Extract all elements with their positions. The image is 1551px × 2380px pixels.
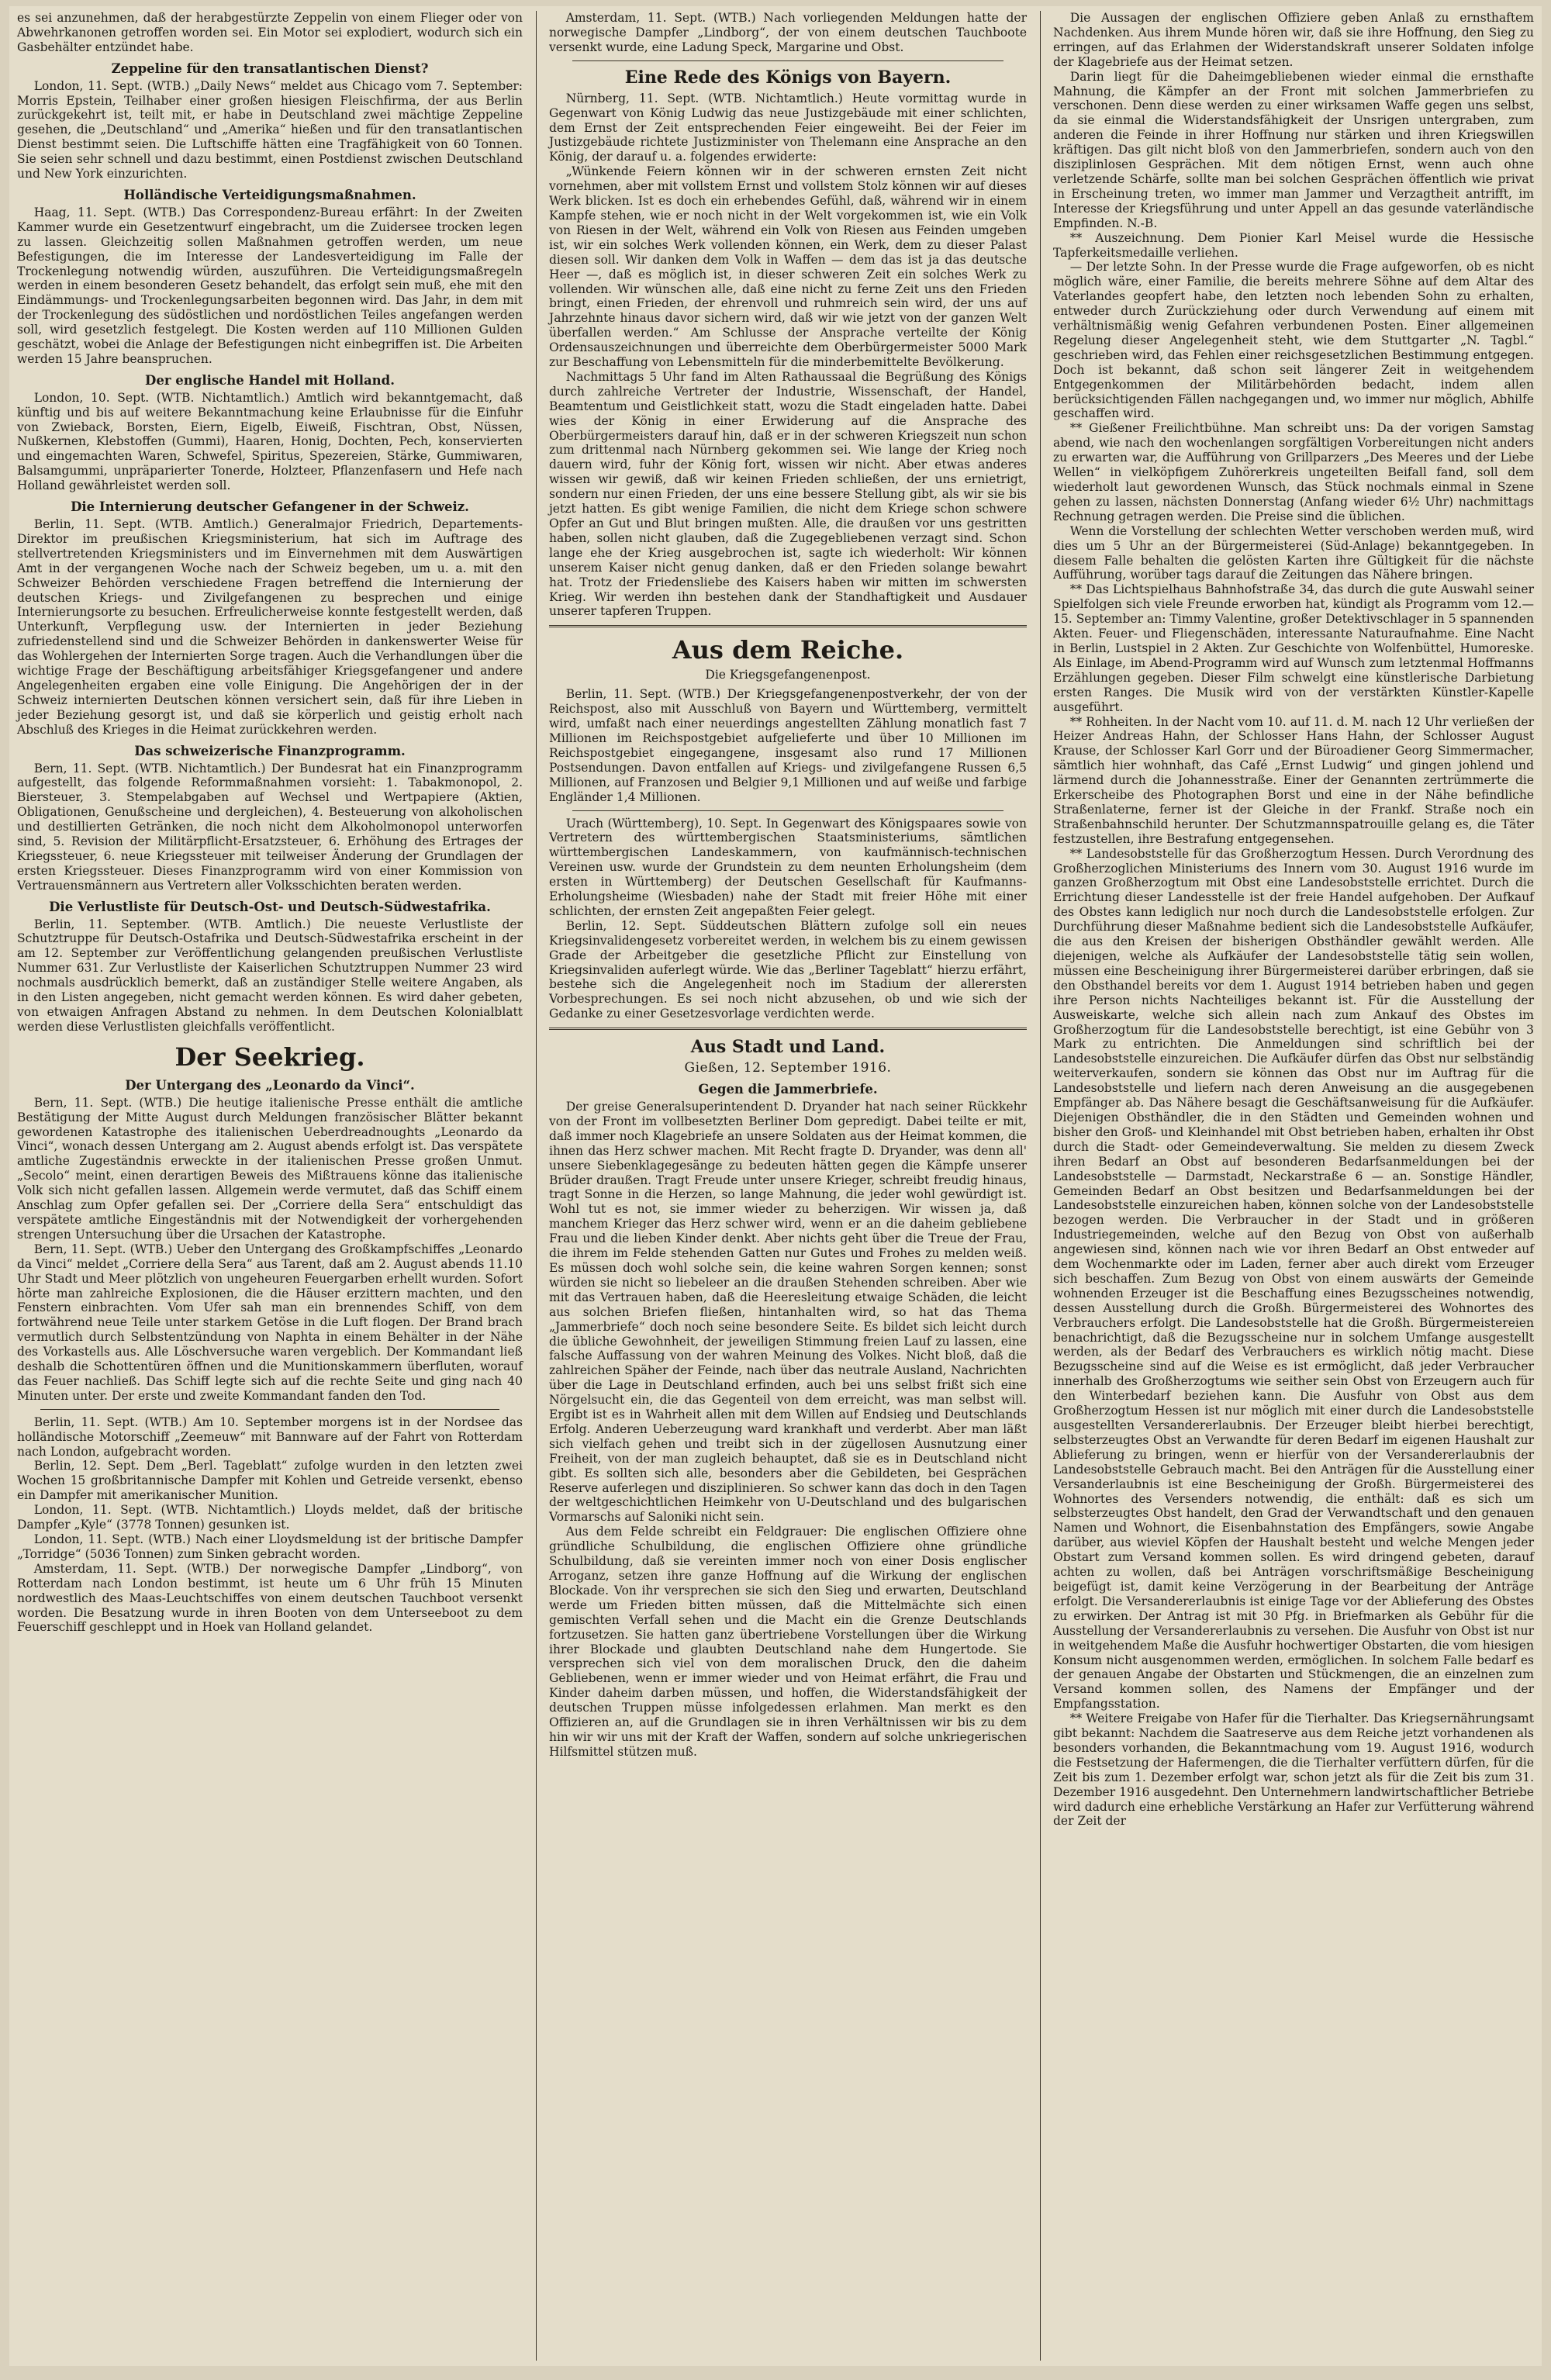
article-paragraph: Berlin, 11. Sept. (WTB.) Der Kriegsgefangenenpostverkehr, der von der Reichspost, also mit Ausschluß von Bayern und Württemberg, vermittelt wird, umfaßt nach einer neuerdings angestellten Zählung monatlich fast 7 Millionen im Reichspostgebiet aufgelieferte und über 10 Millionen im Reichspostgebiet eingegangene, insgesamt also rund 17 Millionen Postsendungen. Davon entfallen auf Kriegs- und zivilgefangene Russen 6,5 Millionen, auf Franzosen und Belgier 9,1 Millionen und auf weiße und farbige Engländer 1,4 Millionen. xyxy=(549,687,1027,804)
article-paragraph: Amsterdam, 11. Sept. (WTB.) Nach vorliegenden Meldungen hatte der norwegische Dampfer „Lindborg“, der von einem deutschen Tauchboote versenkt wurde, eine Ladung Speck, Margarine und Obst. xyxy=(549,11,1027,54)
article-heading: Holländische Verteidigungsmaßnahmen. xyxy=(123,187,416,202)
article-heading: Gegen die Jammerbriefe. xyxy=(698,1082,878,1097)
article-heading: Der Untergang des „Leonardo da Vinci“. xyxy=(125,1077,415,1093)
article-paragraph: Berlin, 12. Sept. Süddeutschen Blättern zufolge soll ein neues Kriegsinvalidengesetz vorbereitet werden, in welchem bis zu einem gewissen Grade der Arbeitgeber die gesetzliche Pflicht zur Einstellung von Kriegsinvaliden auferlegt würde. Wie das „Berliner Tageblatt“ hierzu erfährt, bestehe sich die Angelegenheit noch im Stadium der allerersten Vorbesprechungen. Es sei noch nicht abzusehen, ob und wie sich der Gedanke zu einer Gesetzesvorlage verdichten werde. xyxy=(549,918,1027,1021)
article-paragraph: London, 11. Sept. (WTB.) „Daily News“ meldet aus Chicago vom 7. September: Morris Epstein, Teilhaber einer großen hiesigen Fleischfirma, der aus Berlin zurückgekehrt ist, teilt mit, er habe in Deutschland zwei mächtige Zeppeline gesehen, die „Deutschland“ und „Amerika“ hießen und für den transatlantischen Dienst bestimmt seien. Die Luftschiffe hätten eine Tragfähigkeit von 60 Tonnen. Sie seien sehr schnell und dazu bestimmt, einen Postdienst zwischen Deutschland und New York einzurichten. xyxy=(17,78,523,181)
article-paragraph: Bern, 11. Sept. (WTB.) Ueber den Untergang des Großkampfschiffes „Leonardo da Vinci“ meldet „Corriere della Sera“ aus Tarent, daß am 2. August abends 11.10 Uhr Stadt und Meer plötzlich von ungeheuren Feuergarben erhellt wurden. Sofort hörte man zahlreiche Explosionen, die die Häuser erzittern machten, und den Fenstern einbrachten. Vom Ufer sah man ein brennendes Schiff, von dem fortwährend neue Teile unter starkem Getöse in die Luft flogen. Der Brand brach vermutlich durch Selbstentzündung von Naphta in einem Behälter in der Nähe des Vorkastells aus. Alle Löschversuche waren vergeblich. Der Kommandant ließ deshalb die Schottentüren öffnen und die Munitionskammern überfluten, worauf das Feuer nachließ. Das Schiff legte sich auf die rechte Seite und ging nach 40 Minuten unter. Der erste und zweite Kommandant fanden den Tod. xyxy=(17,1242,523,1403)
article-paragraph: London, 10. Sept. (WTB. Nichtamtlich.) Amtlich wird bekanntgemacht, daß künftig und bis auf weitere Bekanntmachung keine Erlaubnisse für die Einfuhr von Zwieback, Borsten, Eiern, Eigelb, Eiweiß, Fischtran, Obst, Nüssen, Nußkernen, Klebstoffen (Gummi), Haaren, Honig, Dochten, Pech, konservierten und eingemachten Waren, Schwefel, Spiritus, Spezereien, Stärke, Gummiwaren, Balsamgummi, unpräparierter Tonerde, Holzteer, Pflanzenfasern und Hefe nach Holland gewährleistet werden soll. xyxy=(17,390,523,493)
article-paragraph: Urach (Württemberg), 10. Sept. In Gegenwart des Königspaares sowie von Vertretern des württembergischen Staatsministeriums, sämtlichen württembergischen Landeskammern, von kaufmännisch-technischen Vereinen usw. wurde der Grundstein zu dem neunten Erholungsheim (dem ersten in Württemberg) der Deutschen Gesellschaft für Kaufmanns-Erholungsheime (Wiesbaden) nahe der Stadt mit freier Höhe mit einer schlichten, der ernsten Zeit angepaßten Feier gelegt. xyxy=(549,816,1027,918)
article-paragraph: Berlin, 11. September. (WTB. Amtlich.) Die neueste Verlustliste der Schutztruppe für Deutsch-Ostafrika und Deutsch-Südwestafrika erscheint in der am 12. September zur Veröffentlichung gelangenden preußischen Verlustliste Nummer 631. Zur Verlustliste der Kaiserlichen Schutztruppen Nummer 23 wird nochmals ausdrücklich bemerkt, daß an zuständiger Stelle weitere Angaben, als in den Listen angegeben, nicht gemacht werden können. Es wird daher gebeten, von etwaigen Anfragen Abstand zu nehmen. In dem Deutschen Kolonialblatt werden diese Verlustlisten gleichfalls veröffentlicht. xyxy=(17,917,523,1034)
article-paragraph: Wenn die Vorstellung der schlechten Wetter verschoben werden muß, wird dies um 5 Uhr an der Bürgermeisterei (Süd-Anlage) bekanntgegeben. In diesem Falle behalten die gelösten Karten ihre Gültigkeit für die nächste Aufführung, worüber tags darauf die Zeitungen das Nähere bringen. xyxy=(1053,523,1534,582)
article-paragraph: ** Das Lichtspielhaus Bahnhofstraße 34, das durch die gute Auswahl seiner Spielfolgen sich viele Freunde erworben hat, kündigt als Programm vom 12.—15. September an: Timmy Valentine, großer Detektivschlager in 5 spannenden Akten. Feuer- und Fliegenschäden, interessante Naturaufnahme. Eine Nacht in Berlin, Lustspiel in 2 Akten. Zur Geschichte von Wolfenbüttel, Humoreske. Als Einlage, im Abend-Programm wird auf Wunsch zum letztenmal Hoffmanns Erzählungen gegeben. Dieser Film schwelgt eine künstlerische Darbietung ersten Ranges. Die Musik wird von der verstärkten Künstler-Kapelle ausgeführt. xyxy=(1053,582,1534,714)
article-heading: Eine Rede des Königs von Bayern. xyxy=(624,67,952,88)
article-paragraph: Nachmittags 5 Uhr fand im Alten Rathaussaal die Begrüßung des Königs durch zahlreiche Vertreter der Industrie, Wissenschaft, der Handel, Beamtentum und Geistlichkeit statt, wozu die Stadt eingeladen hatte. Dabei wies der König in einer Erwiderung auf die Ansprache des Oberbürgermeisters darauf hin, daß er in der schweren Kriegszeit nun schon zum drittenmal nach Nürnberg gekommen sei. Wie lange der Krieg noch dauern wird, fuhr der König fort, wissen wir nicht. Aber etwas anderes wissen wir gewiß, daß wir keinen Frieden schließen, der uns ernietrigt, sondern nur einen Frieden, der uns eine bessere Stellung gibt, als wir sie bis jetzt hatten. Es gibt wenige Familien, die nicht dem Kriege schon schwere Opfer an Gut und Blut bringen mußten. Alle, die draußen vor uns gestritten haben, sollen nicht glauben, daß die Zugegebliebenen verzagt sind. Schon lange ehe der Krieg ausgebrochen ist, sagte ich wiederholt: Wir können unserem Kaiser nicht genug danken, daß er den Frieden solange bewahrt hat. Trotz der Friedensliebe des Kaisers haben wir mitten im schwersten Krieg. Wir werden ihn bestehen dank der Standhaftigkeit und Ausdauer unserer tapferen Truppen. xyxy=(549,369,1027,619)
article-paragraph: Berlin, 11. Sept. (WTB. Amtlich.) Generalmajor Friedrich, Departements-Direktor im preußischen Kriegsministerium, hat sich im Auftrage des stellvertretenden Kriegsministers und im Einvernehmen mit dem Auswärtigen Amt in der vergangenen Woche nach der Schweiz begeben, um u. a. mit den Schweizer Behörden verschiedene Fragen betreffend die Internierung der deutschen Kriegs- und Zivilgefangenen zu besprechen und einige Internierungsorte zu besuchen. Erfreulicherweise konnte festgestellt werden, daß Unterkunft, Verpflegung usw. der Internierten in jeder Beziehung zufriedenstellend sind und die Schweizer Behörden in dankenswerter Weise für das Wohlergehen der Internierten Sorge tragen. Auch die Verhandlungen über die wichtige Frage der Beschäftigung arbeitsfähiger Kriegsgefangener und andere Angelegenheiten ergaben eine volle Einigung. Die Angehörigen der in der Schweiz internierten Deutschen können versichert sein, daß für ihre Lieben in jeder Beziehung gesorgt ist, und daß sie körperlich und geistig erholt nach Abschluß des Krieges in die Heimat zurückkehren werden. xyxy=(17,517,523,737)
separator-line xyxy=(40,1409,499,1410)
article-paragraph: London, 11. Sept. (WTB.) Nach einer Lloydsmeldung ist der britische Dampfer „Torridge“ (5036 Tonnen) zum Sinken gebracht worden. xyxy=(17,1532,523,1561)
article-paragraph: Darin liegt für die Daheimgebliebenen wieder einmal die ernsthafte Mahnung, die Kämpfer an der Front mit solchen Jammerbriefen zu verschonen. Denn diese werden zu einer wirksamen Waffe gegen uns selbst, da sie einmal die Widerstandsfähigkeit der Unsrigen untergraben, zum anderen die Feinde in ihrer Hoffnung nur stärken und ihren Kriegswillen kräftigen. Das gilt nicht bloß von den Jammerbriefen, sondern auch von den disziplinlosen Gesprächen. Mit dem nötigen Ernst, wenn auch ohne verletzende Schärfe, sollte man bei solchen Gesprächen öffentlich wie privat in Erscheinung treten, wo immer man Jammer und Verzagtheit antrifft, im Interesse der Kriegsführung und unter Appell an das gesunde vaterländische Empfinden. N.-B. xyxy=(1053,69,1534,230)
article-paragraph: Die Aussagen der englischen Offiziere geben Anlaß zu ernsthaftem Nachdenken. Aus ihrem Munde hören wir, daß sie ihre Hoffnung, den Sieg zu erringen, auf das Erlahmen der Widerstandskraft unserer Soldaten infolge der Klagebriefe aus der Heimat setzen. xyxy=(1053,11,1534,69)
article-paragraph: ** Rohheiten. In der Nacht vom 10. auf 11. d. M. nach 12 Uhr verließen der Heizer Andreas Hahn, der Schlosser Hans Hahn, der Schlosser August Krause, der Schlosser Karl Gorr und der Büroadiener Georg Simmermacher, sämtlich hier wohnhaft, das Café „Ernst Ludwig“ und gingen johlend und lärmend durch die Johannesstraße. Einer der Genannten zertrümmerte die Erkerscheibe des Photographen Borst und eine in der Nähe befindliche Straßenlaterne, ferner ist der Gleiche in der Frankf. Straße noch ein Straßenbahnschild herunter. Der Schutzmannspatrouille gelang es, die Täter festzustellen, ihre Bestrafung entgegensehen. xyxy=(1053,714,1534,846)
article-paragraph: Berlin, 12. Sept. Dem „Berl. Tageblatt“ zufolge wurden in den letzten zwei Wochen 15 großbritannische Dampfer mit Kohlen und Getreide versenkt, ebenso ein Dampfer mit amerikanischer Munition. xyxy=(17,1459,523,1503)
separator-line xyxy=(572,60,1003,61)
separator-line xyxy=(572,810,1003,811)
column-rule xyxy=(536,11,537,2361)
article-paragraph: ** Gießener Freilichtbühne. Man schreibt uns: Da der vorigen Samstag abend, wie nach den wochenlangen sorgfältigen Vorbereitungen nicht anders zu erwarten war, die Aufführung von Grillparzers „Des Meeres und der Liebe Wellen“ in vielköpfigem Zuhörerkreis ungeteilten Beifall fand, soll dem wiederholt laut gewordenen Wunsch, das Stück nochmals einmal in Szene gehen zu lassen, nächsten Donnerstag (Anfang wieder 6½ Uhr) nachmittags Rechnung getragen werden. Die Preise sind die üblichen. xyxy=(1053,421,1534,523)
column-right xyxy=(1045,11,1542,2361)
column-rule xyxy=(1040,11,1041,2361)
article-paragraph: Aus dem Felde schreibt ein Feldgrauer: Die englischen Offiziere ohne gründliche Schulbildung, die englischen Offiziere ohne gründliche Schulbildung, daß sie vereinten immer noch von einer Dosis englischer Arroganz, setzen ihre ganze Hoffnung auf die Wirkung der englischen Blockade. Von ihr versprechen sie sich den Sieg und erwarten, Deutschland werde um Frieden bitten müssen, daß die Mittelmächte sich einen gemischten Verfall sehen und die Macht ein die Grenze Deutschlands fortzusetzen. Sie hatten ganz übertriebene Vorstellungen über die Wirkung ihrer Blockade und glaubten Deutschland nahe dem Hungertode. Sie versprechen sich viel von dem moralischen Druck, den die daheim Gebliebenen, wenn er immer wieder und von Heimat erfährt, die Frau und Kinder daheim darben müssen, und hoffen, die Widerstandsfähigkeit der deutschen Truppen müsse infolgedessen erlahmen. Man merkt es den Offizieren an, auf die Grundlagen sie in ihren Verhältnissen wir bis zu dem hin wir wir uns mit der Kraft der Waffen, sondern auf solche unkriegerischen Hilfsmittel stützen muß. xyxy=(549,1525,1027,1759)
article-paragraph: London, 11. Sept. (WTB. Nichtamtlich.) Lloyds meldet, daß der britische Dampfer „Kyle“ (3778 Tonnen) gesunken ist. xyxy=(17,1503,523,1532)
column-middle xyxy=(541,11,1035,2361)
article-heading: Zeppeline für den transatlantischen Dienst? xyxy=(111,60,429,76)
article-paragraph: Bern, 11. Sept. (WTB.) Die heutige italienische Presse enthält die amtliche Bestätigung der Mitte August durch Meldungen französischer Blätter bekannt gewordenen Katastrophe des italienischen Ueberdreadnoughts „Leonardo da Vinci“, wonach dessen Untergang am 2. August abends erfolgt ist. Das verspätete amtliche Zugeständnis erweckte in der italienischen Presse großen Unmut. „Secolo“ meint, einen derartigen Beweis des Mißtrauens könne das italienische Volk sich nicht gefallen lassen. Allgemein werde vermutet, daß das Schiff einem Anschlag zum Opfer gefallen sei. Der „Corriere della Sera“ entschuldigt das verspätete amtliche Eingeständnis mit der Notwendigkeit der vorhergehenden strengen Untersuchung über die Ursachen der Katastrophe. xyxy=(17,1095,523,1242)
dateline: Gießen, 12. September 1916. xyxy=(684,1060,892,1076)
article-heading: Der englische Handel mit Holland. xyxy=(145,372,395,388)
section-heading-seekrieg: Der Seekrieg. xyxy=(174,1041,365,1072)
article-paragraph: „Wünkende Feiern können wir in der schweren ernsten Zeit nicht vornehmen, aber mit vollstem Ernst und vollstem Stolz können wir auf dieses Werk blicken. Ist es doch ein erhebendes Gefühl, daß, während wir in einem Kampfe stehen, wie er noch nicht in der Welt vorgekommen ist, wie ein Volk von Riesen in der Welt, während ein Volk von Riesen aus Feinden umgeben ist, wir ein solches Werk vollenden können, ein Werk, dem zu dieser Palast diesen soll. Wir danken dem Volk in Waffen — dem das ist ja das deutsche Heer —, daß es möglich ist, in dieser schweren Zeit ein solches Werk zu vollenden. Wir wünschen alle, daß eine nicht zu ferne Zeit uns den Frieden bringt, einen Frieden, der ehrenvoll und ruhmreich sein wird, der uns auf Jahrzehnte hinaus davor sichern wird, daß wir wie jetzt von der ganzen Welt überfallen werden.“ Am Schlusse der Ansprache verteilte der König Ordensauszeichnungen und überreichte dem Oberbürgermeister 5000 Mark zur Beschaffung von Lebensmitteln für die minderbemittelte Bevölkerung. xyxy=(549,164,1027,370)
article-paragraph: es sei anzunehmen, daß der herabgestürzte Zeppelin von einem Flieger oder von Abwehrkanonen getroffen worden sei. Ein Motor sei explodiert, wodurch sich ein Gasbehälter entzündet habe. xyxy=(17,11,523,54)
article-paragraph: Amsterdam, 11. Sept. (WTB.) Der norwegische Dampfer „Lindborg“, von Rotterdam nach London bestimmt, ist heute um 6 Uhr früh 15 Minuten nordwestlich des Maas-Leuchtschiffes von einem deutschen Tauchboot versenkt worden. Die Besatzung wurde in ihren Booten von dem Unterseeboot zu dem Feuerschiff geschleppt und in Hoek van Holland gelandet. xyxy=(17,1561,523,1635)
article-heading: Das schweizerische Finanzprogramm. xyxy=(134,743,406,758)
article-heading: Die Verlustliste für Deutsch-Ost- und Deutsch-Südwestafrika. xyxy=(49,899,491,914)
article-paragraph: ** Weitere Freigabe von Hafer für die Tierhalter. Das Kriegsernährungsamt gibt bekannt: Nachdem die Saatreserve aus dem Reiche jetzt vorhandenen als besonders vorhanden, die Bekanntmachung vom 19. August 1916, wodurch die Festsetzung der Hafermengen, die die Tierhalter verfüttern dürfen, für die Zeit bis zum 1. Dezember erfolgt war, schon jetzt als für die Zeit bis zum 31. Dezember 1916 ausgedehnt. Den Unternehmern landwirtschaftlicher Betriebe wird dadurch eine erhebliche Verstärkung an Hafer zur Verfütterung während der Zeit der xyxy=(1053,1712,1534,1829)
article-paragraph: Der greise Generalsuperintendent D. Dryander hat nach seiner Rückkehr von der Front im vollbesetzten Berliner Dom gepredigt. Dabei teilte er mit, daß immer noch Klagebriefe an unsere Soldaten aus der Heimat kommen, die ihnen das Herz schwer machen. Mit Recht fragte D. Dryander, was denn all' unsere Siebenklagegesänge zu bedeuten hätten gegen die Kämpfe unserer Brüder draußen. Tragt Freude unter unsere Krieger, schreibt freudig hinaus, tragt Sonne in die Herzen, so lange Mahnung, die jeder wohl gewürdigt ist. Wohl tut es not, sie immer wieder zu beherzigen. Wir wissen ja, daß manchem Krieger das Herz schwer wird, wenn er an die daheim gebliebene Frau und die lieben Kinder denkt. Aber nichts geht über die Treue der Frau, die ihrem im Felde stehenden Gatten nur Gutes und Frohes zu melden weiß. Es müssen doch wohl solche sein, die keine wahren Sorgen kennen; sonst würden sie nicht so liebeleer an die draußen Stehenden schreiben. Aber wie mit das Vertrauen haben, daß die Heeresleitung etwaige Schäden, die leicht aus solchen Briefen fließen, hintanhalten wird, so hat das Thema „Jammerbriefe“ doch noch seine besondere Seite. Es bildet sich leicht durch die übliche Gewohnheit, der jeweiligen Stimmung freien Lauf zu lassen, eine falsche Auffassung von der wahren Meinung des Volkes. Nicht bloß, daß die zahlreichen Späher der Feinde, nach über das neutrale Ausland, Nachrichten über die Lage in Deutschland erfinden, auch bei uns selbst frißt sich eine Nörgelsucht ein, die das Gegenteil von dem erreicht, was man selbst will. Ergibt ist es in Wahrheit allen mit dem Willen auf Endsieg und Deutschlands Erfolg. Anderen Ueberzeugung ward krankhaft und verderbt. Aber man läßt sich vielfach gehen und treibt sich in der zügellosen Ausnutzung einer Freiheit, von der man zugleich behauptet, daß sie es in Deutschland nicht gibt. Es sollten sich alle, besonders aber die Gebildeten, bei Gesprächen Reserve auferlegen und disziplinieren. So schwer kann das doch in den Tagen der weltgeschichtlichen Heimkehr von U-Deutschland und des bulgarischen Vormarschs auf Saloniki nicht sein. xyxy=(549,1100,1027,1525)
article-paragraph: ** Landesobststelle für das Großherzogtum Hessen. Durch Verordnung des Großherzoglichen Ministeriums des Innern vom 30. August 1916 wurde im ganzen Großherzogtum mit Obst eine Landesobststelle errichtet. Durch die Errichtung dieser Landesstelle ist der freie Handel aufgehoben. Der Aufkauf des Obstes kann lediglich nur noch durch die Landesobststelle erfolgen. Zur Durchführung dieser Maßnahme bedient sich die Landesobststelle Aufkäufer, die aus den Kreisen der bisherigen Obsthändler gewählt werden. Alle diejenigen, welche als Aufkäufer der Landesobststelle tätig sein wollen, müssen eine Bescheinigung ihrer Bürgermeisterei darüber erbringen, daß sie den Obsthandel bereits vor dem 1. August 1914 betrieben haben und gegen ihre Person nichts Nachteiliges bekannt ist. Für die Ausstellung der Ausweiskarte, welche sich allein nach zum Ankauf des Obstes im Großherzogtum für die Landesobststelle berechtigt, ist eine Gebühr von 3 Mark zu entrichten. Die Anmeldungen sind schriftlich bei der Landesobststelle einzureichen. Die Aufkäufer dürfen das Obst nur selbständig weiterverkaufen, sondern sie können das Obst nur im Auftrag für die Landesobststelle und liefern nach deren Anweisung an die ausgegebenen Empfänger ab. Das Nähere besagt die Geschäftsanweisung für die Aufkäufer. Diejenigen Obsthändler, die in den Städten und Gemeinden wohnen und bisher den Groß- und Kleinhandel mit Obst betrieben haben, erhalten ihr Obst durch die Stadt- oder Gemeindeverwaltung. Sie melden zu diesem Zweck ihren Bedarf an Obst auf besonderen Bedarfsanmeldungen bei der Landesobststelle — Darmstadt, Neckarstraße 6 — an. Sonstige Händler, Gemeinden Bedarf an Obst besitzen und Bedarfsanmeldungen bei der Landesobststelle einzureichen haben, können solche von der Landesobststelle bezogen werden. Die Verbraucher in der Stadt und in größeren Industriegemeinden, welche auf den Bezug von Obst von außerhalb angewiesen sind, können nach wie vor ihren Bedarf an Obst entweder auf dem Wochenmarkte oder im Laden, ferner aber auch direkt vom Erzeuger sich beschaffen. Zum Bezug von Obst von einem auswärts der Gemeinde wohnenden Erzeuger ist die Beschaffung eines Bezugsscheines notwendig, dessen Ausstellung durch die Großh. Bürgermeisterei des Wohnortes des Verbrauchers erfolgt. Die Landesobststelle hat die Großh. Bürgermeistereien benachrichtigt, daß die Bezugsscheine nur in solchem Umfange ausgestellt werden, als der Bedarf des Verbrauchers es wirklich nötig macht. Diese Bezugsscheine sind auf die Weise es ist ermöglicht, daß jeder Verbraucher innerhalb des Großherzogtums wie seither sein Obst von Erzeugern auch für den Winterbedarf beziehen kann. Die Ausfuhr von Obst aus dem Großherzogtum Hessen ist nur möglich mit einer durch die Landesobststelle ausgestellten Versandererlaubnis. Der Erzeuger bleibt hierbei berechtigt, selbsterzeugtes Obst an Verwandte für deren Bedarf im eigenen Haushalt zur Ablieferung zu bringen, wenn er hierfür von der Versandererlaubnis der Landesobststelle Gebrauch macht. Bei den Anträgen für die Ausstellung einer Versanderlaubnis ist eine Bescheinigung der Großh. Bürgermeisterei des Wohnortes des Versenders notwendig, die enthält: daß es sich um selbsterzeugtes Obst handelt, den Grad der Verwandtschaft und den genauen Namen und Wohnort, die Eisenbahnstation des Empfängers, sowie Angabe darüber, aus wieviel Köpfen der Haushalt besteht und welche Mengen jeder Obstart zum Versand kommen sollen. Es wird dringend gebeten, darauf achten zu wollen, daß bei Anträgen vorschriftsmäßige Bescheinigung beigefügt ist, damit keine Verzögerung in der Bearbeitung der Anträge erfolgt. Die Versandererlaubnis ist einige Tage vor der Ablieferung des Obstes zu erwirken. Der Antrag ist mit 30 Pfg. in Briefmarken als Gebühr für die Ausstellung der Versandererlaubnis zu versehen. Die Ausfuhr von Obst ist nur in weitgehendem Maße die Ausfuhr hochwertiger Obstarten, die vom hiesigen Konsum nicht ausgenommen werden, ermöglichen. In solchem Falle bedarf es der genauen Angabe der Obstarten und Stückmengen, die an einzelnen zum Versand kommen sollen, des Namens der Empfänger und der Empfangsstation. xyxy=(1053,846,1534,1712)
section-heading-reich: Aus dem Reiche. xyxy=(672,635,904,665)
separator-line xyxy=(549,1028,1027,1030)
column-left xyxy=(9,11,530,2361)
article-paragraph: Berlin, 11. Sept. (WTB.) Am 10. September morgens ist in der Nordsee das holländische Motorschiff „Zeemeuw“ mit Bannware auf der Fahrt von Rotterdam nach London, aufgebracht worden. xyxy=(17,1415,523,1459)
article-subheading: Die Kriegsgefangenenpost. xyxy=(705,668,871,682)
article-paragraph: Nürnberg, 11. Sept. (WTB. Nichtamtlich.) Heute vormittag wurde in Gegenwart von König Ludwig das neue Justizgebäude mit einer schlichten, dem Ernst der Zeit entsprechenden Feier eingeweiht. Bei der Feier im Justizgebäude richtete Justizminister von Thelemann eine Ansprache an den König, der darauf u. a. folgendes erwiderte: xyxy=(549,91,1027,164)
article-paragraph: Bern, 11. Sept. (WTB. Nichtamtlich.) Der Bundesrat hat ein Finanzprogramm aufgestellt, das folgende Reformmaßnahmen vorsieht: 1. Tabakmonopol, 2. Biersteuer, 3. Stempelabgaben auf Wechsel und Wertpapiere (Aktien, Obligationen, Genußscheine und dergleichen), 4. Besteuerung von alkoholischen und destillierten Getränken, die noch nicht dem Alkoholmonopol unterworfen sind, 5. Revision der Militärpflicht-Ersatzsteuer, 6. Erhöhung des Ertrages der Kriegssteuer, 6. neue Kriegssteuer mit teilweiser Änderung der Grundlagen der ersten Kriegssteuer. Dieses Finanzprogramm wird von einer Kommission von Vertrauensmännern aus Vertretern aller Volksschichten beraten werden. xyxy=(17,761,523,893)
article-paragraph: — Der letzte Sohn. In der Presse wurde die Frage aufgeworfen, ob es nicht möglich wäre, einer Familie, die bereits mehrere Söhne auf dem Altar des Vaterlandes geopfert habe, den letzten noch lebenden Sohn zu erhalten, entweder durch Zurückziehung oder durch Verwendung auf einem mit verhältnismäßig wenig Gefahren verbundenen Posten. Einer allgemeinen Regelung dieser Angelegenheit steht, wie dem Stuttgarter „N. Tagbl.“ geschrieben wird, das Fehlen einer reichsgesetzlichen Bestimmung entgegen. Doch ist bekannt, daß schon seit längerer Zeit in weitgehendem Entgegenkommen der Militärbehörden bedacht, indem allen berücksichtigenden Fällen nachgegangen und, wo immer nur möglich, Abhilfe geschaffen wird. xyxy=(1053,260,1534,421)
article-paragraph: ** Auszeichnung. Dem Pionier Karl Meisel wurde die Hessische Tapferkeitsmedaille verliehen. xyxy=(1053,230,1534,260)
separator-line xyxy=(549,625,1027,627)
newspaper-page xyxy=(9,6,1542,2366)
article-heading: Die Internierung deutscher Gefangener in der Schweiz. xyxy=(71,499,469,515)
article-paragraph: Haag, 11. Sept. (WTB.) Das Correspondenz-Bureau erfährt: In der Zweiten Kammer wurde ein Gesetzentwurf eingebracht, um die Zuidersee trocken legen zu lassen. Gleichzeitig sollen Maßnahmen getroffen werden, um neue Befestigungen, die im Interesse der Landesverteidigung im Falle der Trockenlegung notwendig würden, auszuführen. Die Verteidigungsmaßregeln werden in einem besonderen Gesetz behandelt, das erfolgt sein muß, ehe mit den Eindämmungs- und Trockenlegungsarbeiten begonnen wird. Das Jahr, in dem mit der Trockenlegung des südöstlichen und nordöstlichen Teiles angefangen werden soll, wird gesetzlich festgelegt. Die Kosten werden auf 110 Millionen Gulden geschätzt, wobei die Anlage der Befestigungen nicht einbegriffen ist. Die Arbeiten werden 15 Jahre beanspruchen. xyxy=(17,205,523,366)
section-heading-stadt-land: Aus Stadt und Land. xyxy=(690,1037,886,1058)
